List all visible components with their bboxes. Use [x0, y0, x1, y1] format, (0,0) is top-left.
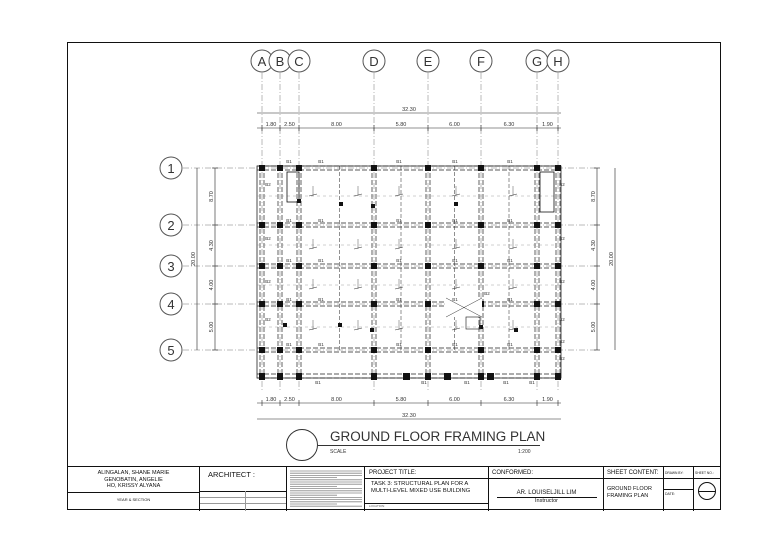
beam-tag-b1-r3-c2: B1 — [396, 297, 402, 302]
grid-label-e: E — [423, 54, 433, 69]
beam-tag-b2-3: B2 — [559, 317, 565, 322]
bottom-dim-1: 2.50 — [284, 397, 295, 403]
top-dim-2: 8.00 — [331, 122, 342, 128]
column-e3 — [425, 263, 431, 269]
right-dim-2: 4.00 — [591, 279, 597, 291]
grid-label-a: A — [257, 54, 267, 69]
column-a1 — [259, 165, 265, 171]
bottom-dim-2: 8.00 — [331, 397, 342, 403]
beam-tag-b1-r4-c1: B1 — [318, 342, 324, 347]
bottom-dim-total: 32.30 — [402, 413, 416, 419]
beam-tag-b1-r4-c4: B1 — [507, 342, 513, 347]
drawn-by-label: DRAWN BY: — [665, 471, 684, 475]
top-dim-total: 32.30 — [402, 107, 416, 113]
right-dim-1: 4.30 — [591, 240, 597, 251]
column-e1 — [425, 165, 431, 171]
post-4 — [283, 323, 287, 327]
left-dim-1: 4.30 — [209, 240, 215, 251]
column-d1 — [371, 165, 377, 171]
architect-label: ARCHITECT : — [208, 470, 255, 479]
bottom-dim-3: 5.80 — [395, 397, 407, 403]
column-bottom-6 — [534, 373, 540, 380]
project-rule — [365, 478, 489, 479]
beam-tag-b1-r2-c3: B1 — [452, 258, 458, 263]
beam-tag-b1-bottom-3: B1 — [503, 380, 509, 385]
bottom-pier-0 — [403, 373, 410, 380]
column-c2 — [296, 222, 302, 228]
column-bottom-3 — [371, 373, 377, 380]
architect-rule-3 — [200, 503, 287, 504]
scale-value: 1:200 — [518, 449, 531, 455]
beam-tag-b1-r0-c3: B1 — [452, 159, 458, 164]
notes-fine-print — [287, 467, 365, 511]
beam-tag-b1-r1-c0: B1 — [286, 218, 292, 223]
beam-tag-b1-r3-c3: B1 — [452, 297, 458, 302]
beam-tag-b1-r3-c0: B1 — [286, 297, 292, 302]
title-underline — [318, 445, 540, 446]
post-8 — [479, 325, 483, 329]
beam-tag-b2-1: B2 — [559, 236, 565, 241]
column-f3 — [478, 263, 484, 269]
column-a3 — [259, 263, 265, 269]
bottom-dim-6: 1.90 — [542, 397, 553, 403]
left-dim-0: 8.70 — [209, 191, 215, 202]
beam-tag-b1-r0-c2: B1 — [396, 159, 402, 164]
beam-tag-b2-2: B2 — [559, 279, 565, 284]
grid-label-row-4: 4 — [167, 297, 175, 312]
post-1 — [339, 202, 343, 206]
column-f1 — [478, 165, 484, 171]
column-a5 — [259, 347, 265, 353]
grid-label-g: G — [531, 54, 543, 69]
column-h2 — [555, 222, 561, 228]
beam-tag-b1-bottom-1: B1 — [421, 380, 427, 385]
bottom-dim-0: 1.80 — [265, 397, 277, 403]
right-dim-total: 20.00 — [609, 252, 615, 266]
architect-divider — [245, 491, 246, 511]
right-dim-3: 5.00 — [591, 321, 597, 333]
instructor-role: Instructor — [535, 498, 558, 504]
architect-rule-2 — [200, 497, 287, 498]
column-b3 — [277, 263, 283, 269]
column-d5 — [371, 347, 377, 353]
beam-tag-b1-r4-c3: B1 — [452, 342, 458, 347]
beam-tag-b2-8: B2 — [265, 279, 271, 284]
top-dim-1: 2.50 — [284, 122, 295, 128]
post-3 — [454, 202, 458, 206]
students-cell — [67, 467, 200, 511]
drawing-title: GROUND FLOOR FRAMING PLAN — [330, 429, 546, 444]
column-h5 — [555, 347, 561, 353]
top-dim-3: 5.80 — [395, 122, 407, 128]
beam-tag-b1-r2-c1: B1 — [318, 258, 324, 263]
column-c3 — [296, 263, 302, 269]
beam-tag-b2-4: B2 — [559, 339, 565, 344]
beam-tag-b1-bottom-0: B1 — [315, 380, 321, 385]
column-b4 — [277, 301, 283, 307]
column-g5 — [534, 347, 540, 353]
title-circle-symbol — [286, 429, 318, 461]
sheet-no-rule — [694, 478, 721, 479]
column-d3 — [371, 263, 377, 269]
grid-label-row-5: 5 — [167, 343, 175, 358]
column-h3 — [555, 263, 561, 269]
beam-tag-b1-r4-c2: B1 — [396, 342, 402, 347]
grid-label-c: C — [294, 54, 304, 69]
column-a2 — [259, 222, 265, 228]
column-e2 — [425, 222, 431, 228]
column-bottom-0 — [259, 373, 265, 380]
column-c1 — [296, 165, 302, 171]
left-dim-2: 4.00 — [209, 279, 215, 291]
top-dim-4: 6.00 — [449, 122, 460, 128]
top-dim-0: 1.80 — [265, 122, 277, 128]
grid-label-h: H — [553, 54, 563, 69]
column-b2 — [277, 222, 283, 228]
column-bottom-5 — [478, 373, 484, 380]
bottom-pier-1 — [444, 373, 451, 380]
left-dim-total: 20.00 — [191, 252, 197, 266]
right-dim-0: 8.70 — [591, 191, 597, 202]
top-dim-5: 6.30 — [503, 122, 515, 128]
beam-tag-b2-10: B2 — [484, 291, 490, 296]
column-b5 — [277, 347, 283, 353]
beam-tag-b1-r1-c1: B1 — [318, 218, 324, 223]
left-dim-3: 5.00 — [209, 321, 215, 333]
sheet-no-label: SHEET NO.: — [695, 471, 714, 475]
column-bottom-7 — [555, 373, 561, 380]
beam-tag-b1-r0-c0: B1 — [286, 159, 292, 164]
architect-cell — [200, 467, 287, 511]
column-d4 — [371, 301, 377, 307]
beam-tag-b1-r2-c4: B1 — [507, 258, 513, 263]
grid-label-row-3: 3 — [167, 259, 175, 274]
slab-outline — [257, 166, 561, 378]
column-d2 — [371, 222, 377, 228]
conformed-cell — [489, 467, 604, 511]
column-f2 — [478, 222, 484, 228]
beam-tag-b1-r1-c2: B1 — [396, 218, 402, 223]
beam-tag-b1-r0-c1: B1 — [318, 159, 324, 164]
drawn-by-cell — [664, 467, 694, 511]
project-title: TASK 3: STRUCTURAL PLAN FOR A MULTI-LEVEL MIXED USE BUILDING — [371, 481, 471, 494]
column-g4 — [534, 301, 540, 307]
beam-tag-b1-bottom-2: B1 — [464, 380, 470, 385]
year-section-label: YEAR & SECTION — [116, 497, 151, 502]
column-f5 — [478, 347, 484, 353]
conformed-rule — [489, 478, 604, 479]
sheet-content-cell — [604, 467, 664, 511]
sheet-content-label: SHEET CONTENT: — [607, 470, 659, 476]
column-a4 — [259, 301, 265, 307]
scale-label: SCALE — [330, 449, 347, 455]
post-6 — [370, 328, 374, 332]
grid-label-d: D — [369, 54, 379, 69]
column-b1 — [277, 165, 283, 171]
instructor-name: AR. LOUISELJILL LIM — [516, 490, 577, 496]
sheet-content-rule — [604, 478, 664, 479]
beam-tag-b2-9: B2 — [265, 317, 271, 322]
sheet-no-divider — [699, 491, 715, 492]
architect-rule — [200, 491, 287, 492]
bottom-dim-5: 6.30 — [503, 397, 515, 403]
column-h1 — [555, 165, 561, 171]
year-section-rule — [67, 492, 200, 493]
student-names: ALINGALAN, SHANE MARIE GENOBATIN, ANGELIE HO, KRISSY ALYANA — [97, 470, 170, 489]
project-cell — [365, 467, 489, 511]
post-2 — [371, 204, 375, 208]
notes-cell — [287, 467, 365, 511]
beam-tag-b2-7: B2 — [265, 236, 271, 241]
elevator-core — [540, 172, 554, 212]
conformed-label: CONFORMED: — [492, 470, 533, 476]
beam-tag-b1-r4-c0: B1 — [286, 342, 292, 347]
location-label: LOCATION: — [369, 504, 385, 508]
post-5 — [338, 323, 342, 327]
beam-tag-b1-r3-c1: B1 — [318, 297, 324, 302]
drawn-by-rule — [664, 478, 694, 479]
date-label: DATE: — [665, 492, 676, 496]
grid-label-f: F — [477, 54, 485, 69]
beam-tag-b2-6: B2 — [265, 182, 271, 187]
title-block — [67, 466, 721, 510]
column-bottom-4 — [425, 373, 431, 380]
column-e4 — [425, 301, 431, 307]
column-bottom-2 — [296, 373, 302, 380]
project-title-label: PROJECT TITLE: — [369, 470, 417, 476]
sheet-content: GROUND FLOOR FRAMING PLAN — [607, 486, 652, 499]
beam-tag-b1-r1-c3: B1 — [452, 218, 458, 223]
column-h4 — [555, 301, 561, 307]
grid-label-row-2: 2 — [167, 218, 175, 233]
drawn-by-rule-2 — [664, 489, 694, 490]
beam-tag-b1-r3-c4: B1 — [507, 297, 513, 302]
column-e5 — [425, 347, 431, 353]
beam-tag-b1-r1-c4: B1 — [507, 218, 513, 223]
bottom-pier-2 — [487, 373, 494, 380]
column-c5 — [296, 347, 302, 353]
column-g2 — [534, 222, 540, 228]
sheet-no-circle — [698, 482, 716, 500]
grid-label-row-1: 1 — [167, 161, 175, 176]
beam-tag-b1-r2-c0: B1 — [286, 258, 292, 263]
column-g1 — [534, 165, 540, 171]
grid-label-b: B — [275, 54, 285, 69]
top-dim-6: 1.90 — [542, 122, 553, 128]
column-c4 — [296, 301, 302, 307]
sheet-no-cell — [694, 467, 721, 511]
beam-tag-b1-bottom-4: B1 — [529, 380, 535, 385]
beam-tag-b2-0: B2 — [559, 182, 565, 187]
beam-tag-b1-r2-c2: B1 — [396, 258, 402, 263]
column-g3 — [534, 263, 540, 269]
beam-tag-b1-r0-c4: B1 — [507, 159, 513, 164]
bottom-dim-4: 6.00 — [449, 397, 460, 403]
column-bottom-1 — [277, 373, 283, 380]
beam-tag-b2-5: B2 — [559, 356, 565, 361]
drawing-title-block — [286, 426, 556, 462]
stair-landing — [466, 317, 480, 329]
